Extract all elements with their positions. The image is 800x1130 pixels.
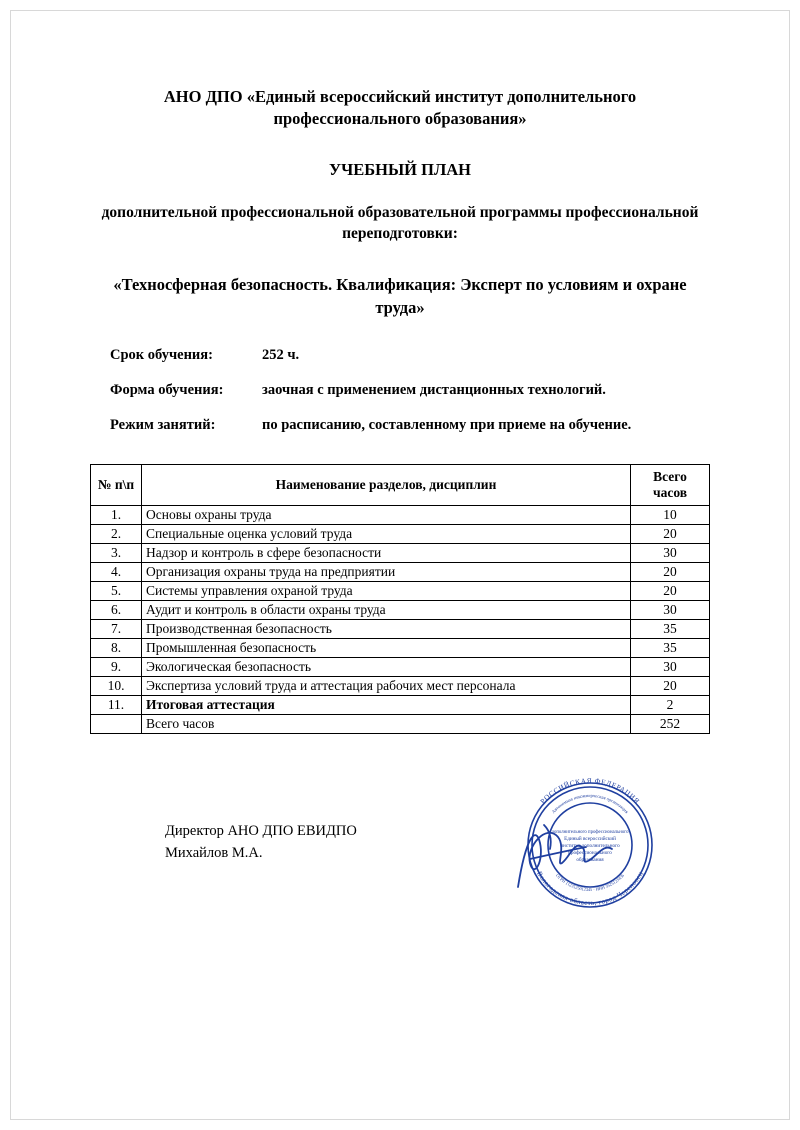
table-row [91,639,710,658]
row-name: Аудит и контроль в области охраны труда [142,601,631,620]
table-row [91,544,710,563]
row-number: 6. [91,601,142,620]
header-hours-line1: Всего [653,468,687,484]
meta-value-duration: 252 ч. [262,346,300,363]
total-hours: 252 [631,715,710,734]
meta-block [75,347,725,434]
table-header-row [91,464,710,505]
signature-block [165,821,357,865]
row-hours: 35 [631,639,710,658]
row-hours: 20 [631,525,710,544]
row-name: Производственная безопасность [142,620,631,639]
signature-area [75,777,725,929]
row-name: Организация охраны труда на предприятии [142,563,631,582]
meta-row-form [110,382,725,399]
row-hours: 30 [631,544,710,563]
meta-label-duration: Срок обучения: [110,346,213,363]
row-number: 11. [91,696,142,715]
row-hours: 2 [631,696,710,715]
table-row [91,582,710,601]
row-hours: 35 [631,620,710,639]
row-number: 9. [91,658,142,677]
row-number: 8. [91,639,142,658]
svg-text:Вологодская область, город Чер: Вологодская область, город Череповец [535,870,645,908]
table-row [91,620,710,639]
svg-text:Единый всероссийский: Единый всероссийский [564,836,616,843]
document-title: УЧЕБНЫЙ ПЛАН [328,159,471,179]
row-hours: 10 [631,506,710,525]
official-stamp [500,767,700,912]
row-hours: 30 [631,601,710,620]
header-hours-line2: часов [652,485,688,500]
row-hours: 20 [631,563,710,582]
header-hours [631,464,710,505]
meta-value-form: заочная с применением дистанционных технологий. [262,381,606,398]
document-subtitle: дополнительной профессиональной образовательной программы профессиональной переподготовки: [101,203,699,242]
row-number: 10. [91,677,142,696]
signature-name: Михайлов М.А. [165,844,263,861]
row-name: Специальные оценка условий труда [142,525,631,544]
svg-text:РОССИЙСКАЯ ФЕДЕРАЦИЯ: РОССИЙСКАЯ ФЕДЕРАЦИЯ [538,777,642,806]
meta-row-duration [110,347,725,364]
meta-row-schedule [110,417,725,434]
row-number: 2. [91,525,142,544]
row-name: Основы охраны труда [142,506,631,525]
total-number [91,715,142,734]
meta-label-schedule: Режим занятий: [110,416,216,433]
svg-text:образования: образования [576,857,604,864]
table-row [91,525,710,544]
row-number: 7. [91,620,142,639]
svg-text:институт дополнительного: институт дополнительного [560,843,620,850]
table-row [91,601,710,620]
header-name: Наименование разделов, дисциплин [142,464,631,505]
program-name: «Техносферная безопасность. Квалификация: Эксперт по условиям и охране труда» [113,275,687,317]
row-name: Итоговая аттестация [142,696,631,715]
table-row [91,677,710,696]
row-hours: 20 [631,677,710,696]
row-name: Экологическая безопасность [142,658,631,677]
row-name: Надзор и контроль в сфере безопасности [142,544,631,563]
row-number: 4. [91,563,142,582]
row-name: Экспертиза условий труда и аттестация рабочих мест персонала [142,677,631,696]
row-name: Промышленная безопасность [142,639,631,658]
row-number: 3. [91,544,142,563]
table-row [91,696,710,715]
row-number: 1. [91,506,142,525]
row-name: Системы управления охраной труда [142,582,631,601]
meta-label-form: Форма обучения: [110,381,224,398]
row-hours: 20 [631,582,710,601]
table-total-row [91,715,710,734]
table-header [91,464,710,505]
organization-title: АНО ДПО «Единый всероссийский институт дополнительного профессионального образования» [163,87,637,128]
signature-position: Директор АНО ДПО ЕВИДПО [165,823,357,840]
table-row [91,658,710,677]
table-row [91,563,710,582]
row-number: 5. [91,582,142,601]
table-row [91,506,710,525]
svg-text:ОГРН 1123525012345 · ИНН 35251: ОГРН 1123525012345 · ИНН 3525123456 [554,873,626,893]
total-label: Всего часов [142,715,631,734]
svg-text:Автономная некоммерческая орга: Автономная некоммерческая организация [550,793,630,815]
svg-text:профессионального: профессионального [568,850,612,857]
meta-value-schedule: по расписанию, составленному при приеме на обучение. [262,416,632,433]
svg-text:дополнительного профессиональн: дополнительного профессионального [551,830,629,836]
row-hours: 30 [631,658,710,677]
table-body [91,506,710,734]
header-number: № п\п [91,464,142,505]
curriculum-table [90,464,710,734]
